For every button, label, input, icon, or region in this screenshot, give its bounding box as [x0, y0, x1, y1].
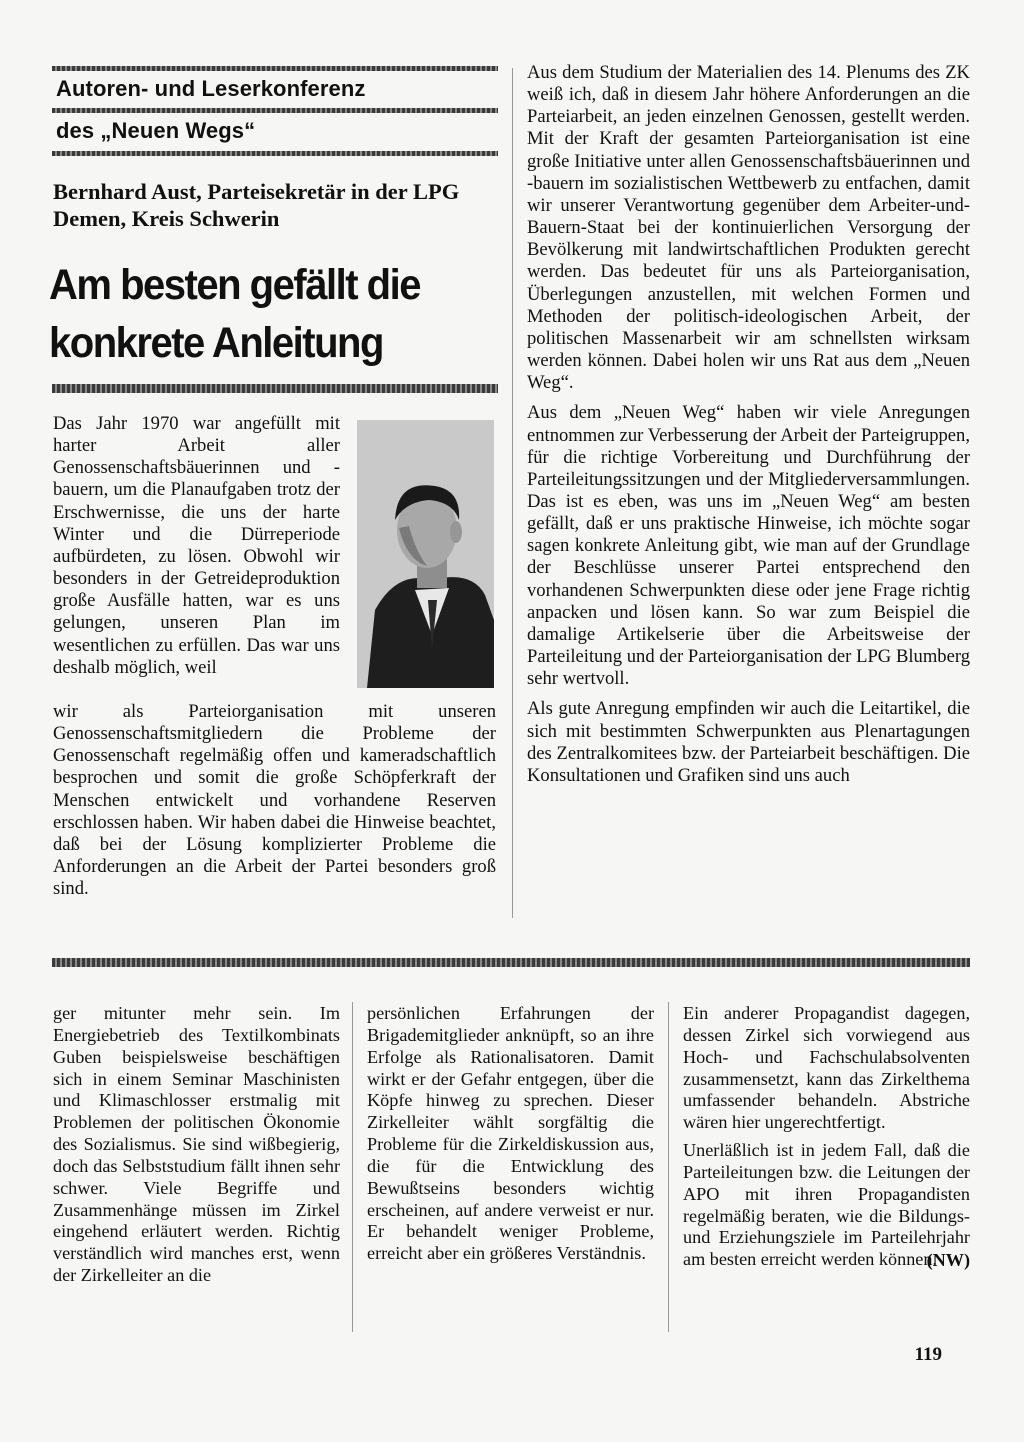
column-divider [668, 1002, 669, 1332]
article-right-column [527, 62, 970, 787]
article-paragraph: Aus dem „Neuen Weg“ haben wir viele Anregungen entnommen zur Verbesserung der Arbeit der Parteigruppen, für die richtige Vorbereitung und Durchführung der Parteileitungssitzungen und der Mitgliederversammlungen. Das ist es eben, was uns im „Neuen Weg“ am besten gefällt, daß er uns praktische Hinweise, ich möchte sogar sagen konkrete Anleitung gibt, wie man auf der Grundlage der Beschlüsse unserer Partei entsprechend den vorhandenen Schwerpunkten diese oder jene Frage richtig anpacken und lösen kann. So war zum Beispiel die damalige Artikelserie über die Arbeitsweise der Parteileitung und der Parteiorganisation der LPG Blumberg sehr wertvoll. [527, 402, 970, 690]
section-separator-rule [52, 958, 970, 967]
bottom-column-2: persönlichen Erfahrungen der Brigademitglieder anknüpft, so an ihre Erfolge als Rationalisatoren. Damit wirkt er der Gefahr entgegen, über die Köpfe hinweg zu sprechen. Dieser Zirkelleiter wählt sorgfältig die Probleme für die Zirkeldiskussion aus, die für die Entwicklung des Bewußtseins besonders wichtig erscheinen, auf andere verweist er nur. Er behandelt weniger Probleme, erreicht aber ein größeres Verständnis. [367, 1003, 654, 1264]
header-rule-lower [52, 151, 498, 156]
author-signature: (NW) [926, 1250, 970, 1271]
column-divider [352, 1002, 353, 1332]
article-left-continued: wir als Parteiorganisation mit unseren Genossenschaftsmitgliedern die Probleme der Genossenschaft regelmäßig offen und kameradschaftlich besprochen und somit die große Schöpferkraft der Menschen entwickelt und vorhandene Reserven erschlossen haben. Wir haben dabei die Hinweise beachtet, daß bei der Lösung komplizierter Probleme die Anforderungen an die Arbeit der Partei besonders groß sind. [53, 701, 496, 900]
column-divider [512, 68, 513, 918]
author-byline: Bernhard Aust, Parteisekretär in der LPG Demen, Kreis Schwerin [53, 179, 460, 231]
bottom-column-3 [683, 1003, 970, 1272]
article-headline: Am besten gefällt die konkrete Anleitung [49, 261, 420, 367]
article-left-intro: Das Jahr 1970 war angefüllt mit harter Arbeit aller Genossenschaftsbäuerinnen und -bauern, um die Planaufgaben trotz der Erschwernisse, die uns der harte Winter und die Dürreperiode aufbürdeten, zu lösen. Obwohl wir besonders in der Getreideproduktion große Ausfälle hatten, war es uns gelungen, unseren Plan im wesentlichen zu erfüllen. Das war uns deshalb möglich, weil [53, 413, 340, 678]
headline-rule [52, 384, 498, 393]
kicker-line-2: des „Neuen Wegs“ [56, 118, 256, 143]
page-number: 119 [914, 1344, 942, 1365]
article-paragraph: Ein anderer Propagandist dagegen, dessen Zirkel sich vorwiegend aus Hoch- und Fachschulabsolventen zusammensetzt, kann das Zirkelthema umfassender behandeln. Abstriche wären hier ungerechtfertigt. [683, 1003, 970, 1133]
header-rule-middle [52, 108, 498, 113]
header-rule-top [52, 66, 498, 71]
article-paragraph: Aus dem Studium der Materialien des 14. Plenums des ZK weiß ich, daß in diesem Jahr höhere Anforderungen an die Parteiarbeit, an jeden einzelnen Genossen, gestellt werden. Mit der Kraft der gesamten Parteiorganisation ist eine große Initiative unter allen Genossenschaftsbäuerinnen und -bauern im sozialistischen Wettbewerb zu entfachen, damit wir unserer Verantwortung gegenüber dem Arbeiter-und-Bauern-Staat bei der kontinuierlichen Versorgung der Bevölkerung mit landwirtschaftlichen Produkten gerecht werden. Das bedeutet für uns als Parteiorganisation, Überlegungen anzustellen, mit welchen Formen und Methoden der politisch-ideologischen Arbeit, der politischen Massenarbeit wir am schnellsten wirksam werden können. Dabei holen wir uns Rat aus dem „Neuen Weg“. [527, 62, 970, 394]
author-photo [357, 420, 494, 688]
article-paragraph: Unerläßlich ist in jedem Fall, daß die Parteileitungen bzw. die Leitungen der APO mit ihren Propagandisten regelmäßig beraten, wie die Bildungs- und Erziehungsziele im Parteilehrjahr am besten erreicht werden können. [683, 1140, 970, 1270]
article-paragraph: Als gute Anregung empfinden wir auch die Leitartikel, die sich mit bestimmten Schwerpunkten aus Plenartagungen des Zentralkomitees bzw. der Parteiarbeit beschäftigen. Die Konsultationen und Grafiken sind uns auch [527, 698, 970, 786]
bottom-column-1: ger mitunter mehr sein. Im Energiebetrieb des Textilkombinats Guben beispielsweise beschäftigen sich in einem Seminar Maschinisten und Klimaschlosser erstmalig mit Problemen der politischen Ökonomie des Sozialismus. Sie sind wißbegierig, doch das Selbststudium fällt ihnen sehr schwer. Viele Begriffe und Zusammenhänge müssen im Zirkel eingehend erläutert werden. Richtig verständlich wird manches erst, wenn der Zirkelleiter an die [53, 1003, 340, 1286]
kicker-line-1: Autoren- und Leserkonferenz [56, 76, 366, 101]
